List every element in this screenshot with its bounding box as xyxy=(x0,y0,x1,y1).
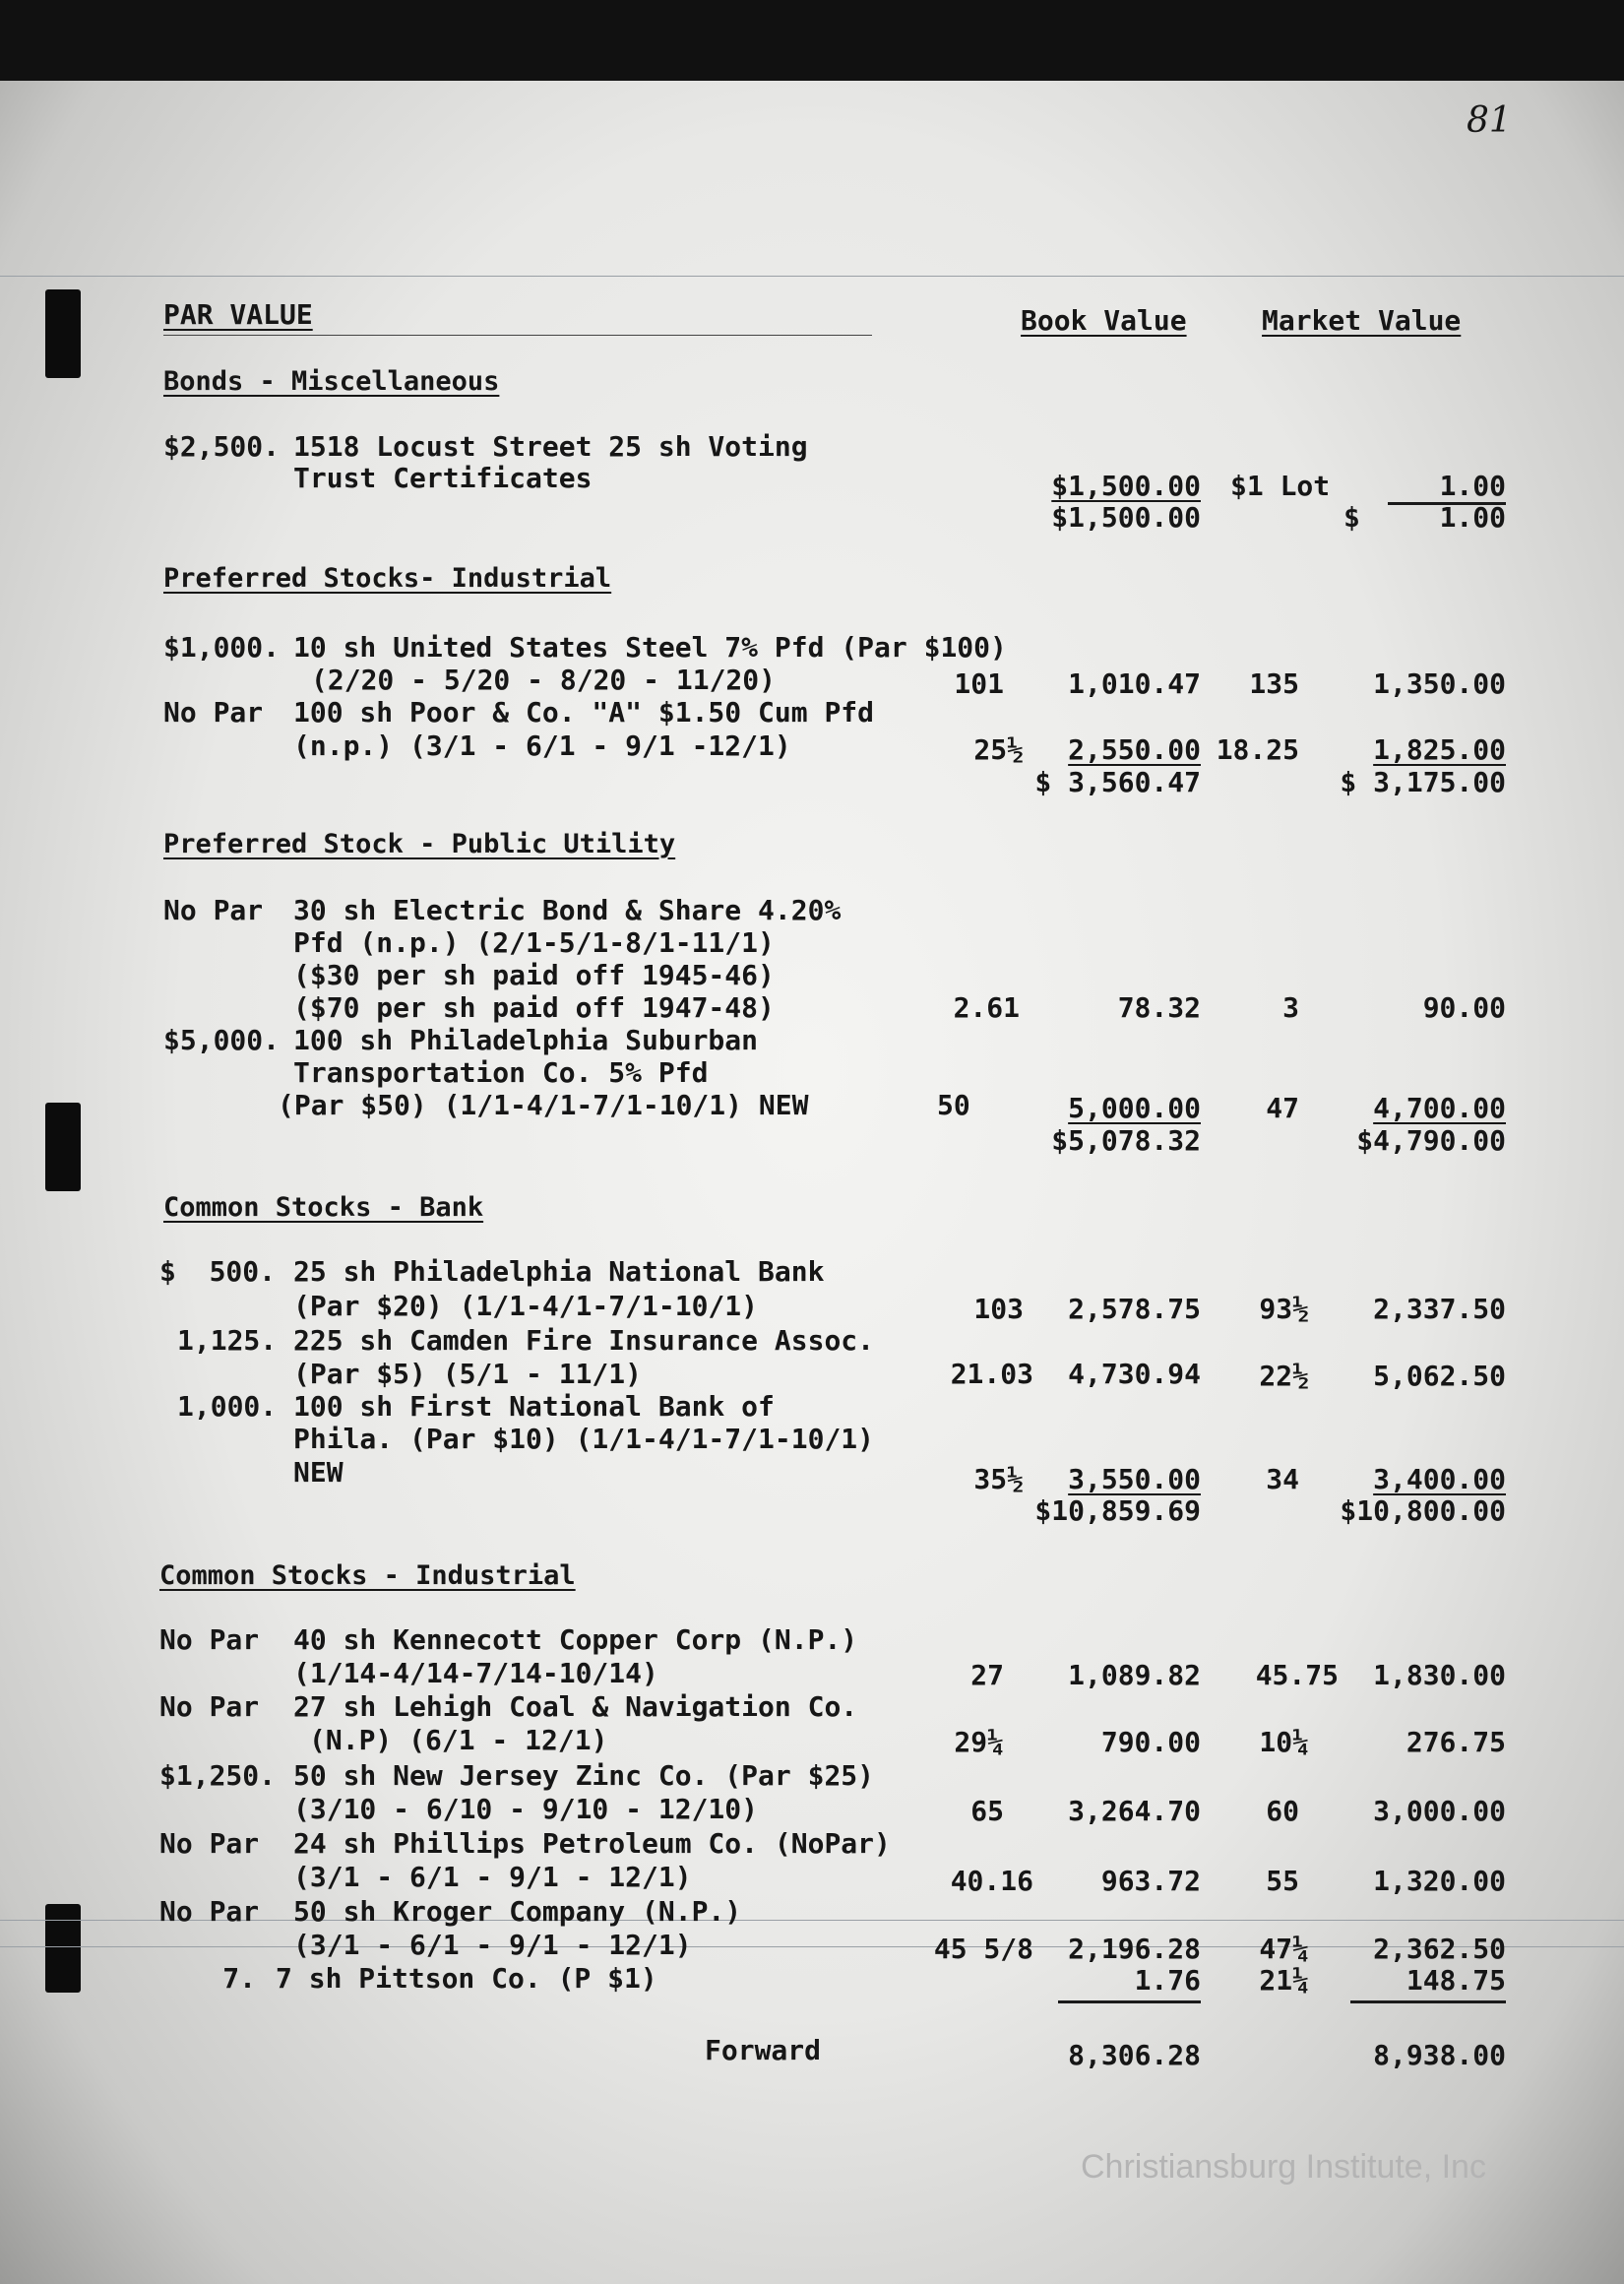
new-marker: NEW xyxy=(293,1456,344,1489)
unit-price: 27 xyxy=(970,1659,1004,1691)
par-value: 7. xyxy=(222,1962,256,1995)
par-value: No Par xyxy=(159,1690,260,1723)
unit-price: 21.03 xyxy=(950,1358,1033,1390)
market-value: 1,830.00 xyxy=(1373,1659,1506,1691)
security-description: 24 sh Phillips Petroleum Co. (NoPar) xyxy=(293,1827,891,1860)
par-value: $1,250. xyxy=(159,1759,277,1792)
watermark: Christiansburg Institute, Inc xyxy=(1081,2148,1486,2186)
security-description: 25 sh Philadelphia National Bank xyxy=(293,1255,825,1288)
market-value: 4,700.00 xyxy=(1373,1092,1506,1124)
dividend-dates: (Par $5) (5/1 - 11/1) xyxy=(293,1358,643,1390)
security-description: 40 sh Kennecott Copper Corp (N.P.) xyxy=(293,1623,858,1656)
book-value-total: $5,078.32 xyxy=(1051,1124,1201,1157)
unit-price: 101 xyxy=(954,667,1004,700)
forward-label: Forward xyxy=(705,2034,822,2066)
market-value: 90.00 xyxy=(1422,991,1506,1024)
dividend-dates: (Par $20) (1/1-4/1-7/1-10/1) xyxy=(293,1290,759,1322)
book-value-header: Book Value xyxy=(1021,304,1187,337)
par-value: 1,000. xyxy=(177,1390,278,1423)
binder-hole xyxy=(45,1904,81,1993)
market-value-total: $4,790.00 xyxy=(1356,1124,1506,1157)
unit-price: 25½ xyxy=(973,733,1024,766)
dividend-dates: (1/14-4/14-7/14-10/14) xyxy=(293,1657,658,1689)
market-price: 47 xyxy=(1266,1092,1299,1124)
forward-market-value: 8,938.00 xyxy=(1373,2039,1506,2071)
security-note: ($30 per sh paid off 1945-46) xyxy=(293,959,775,991)
security-description: 100 sh Poor & Co. "A" $1.50 Cum Pfd xyxy=(293,696,875,729)
unit-price: 35½ xyxy=(973,1463,1024,1495)
security-description: 225 sh Camden Fire Insurance Assoc. xyxy=(293,1324,875,1357)
market-value-header: Market Value xyxy=(1262,304,1462,337)
book-value: 2,578.75 xyxy=(1068,1293,1201,1325)
security-description: 100 sh First National Bank of xyxy=(293,1390,775,1423)
par-value: No Par xyxy=(163,696,264,729)
forward-book-value: 8,306.28 xyxy=(1068,2039,1201,2071)
section-heading: Preferred Stocks- Industrial xyxy=(163,563,612,594)
dividend-dates: (3/1 - 6/1 - 9/1 - 12/1) xyxy=(293,1861,692,1893)
market-price: 93½ xyxy=(1259,1293,1309,1325)
unit-price: 2.61 xyxy=(953,991,1020,1024)
par-value: No Par xyxy=(159,1827,260,1860)
par-value: 1,125. xyxy=(177,1324,278,1357)
market-value: 1,350.00 xyxy=(1373,667,1506,700)
header-rule xyxy=(163,335,872,336)
market-price: 18.25 xyxy=(1216,733,1299,766)
book-value: 3,264.70 xyxy=(1068,1795,1201,1827)
market-price: $1 Lot xyxy=(1230,470,1331,502)
market-value: 2,337.50 xyxy=(1373,1293,1506,1325)
market-price: 45.75 xyxy=(1255,1659,1339,1691)
security-description: Trust Certificates xyxy=(293,462,593,494)
binder-hole xyxy=(45,1103,81,1191)
market-price: 21¼ xyxy=(1259,1964,1309,1997)
section-heading: Common Stocks - Industrial xyxy=(159,1560,576,1591)
book-value: 1,089.82 xyxy=(1068,1659,1201,1691)
dividend-dates: Phila. (Par $10) (1/1-4/1-7/1-10/1) xyxy=(293,1423,875,1455)
book-value: 790.00 xyxy=(1100,1726,1201,1758)
book-value-total: $1,500.00 xyxy=(1051,501,1201,534)
market-value: 3,000.00 xyxy=(1373,1795,1506,1827)
market-value-total: $10,800.00 xyxy=(1340,1494,1506,1527)
dividend-dates: (n.p.) (3/1 - 6/1 - 9/1 -12/1) xyxy=(293,730,791,762)
security-description: 10 sh United States Steel 7% Pfd (Par $100) xyxy=(293,631,1007,664)
dividend-dates: (2/20 - 5/20 - 8/20 - 11/20) xyxy=(311,664,777,696)
subtotal-rule xyxy=(1058,2000,1201,2003)
paper-rule xyxy=(0,276,1624,277)
security-description: 50 sh New Jersey Zinc Co. (Par $25) xyxy=(293,1759,875,1792)
dollar-sign: $ xyxy=(1343,501,1360,534)
par-value: No Par xyxy=(159,1895,260,1928)
par-value: $ 500. xyxy=(159,1255,277,1288)
market-value: 276.75 xyxy=(1405,1726,1506,1758)
subtotal-rule xyxy=(1350,2000,1506,2003)
security-description: Pfd (n.p.) (2/1-5/1-8/1-11/1) xyxy=(293,926,775,959)
market-price: 55 xyxy=(1266,1865,1299,1897)
section-heading: Bonds - Miscellaneous xyxy=(163,366,500,397)
market-value: 1,825.00 xyxy=(1373,733,1506,766)
par-value: $2,500. xyxy=(163,430,281,463)
book-value: 2,550.00 xyxy=(1068,733,1201,766)
page-number: 81 xyxy=(1467,100,1512,141)
ledger-page xyxy=(0,81,1624,2284)
market-value-total: 1.00 xyxy=(1439,501,1506,534)
market-price: 135 xyxy=(1249,667,1299,700)
market-value: 3,400.00 xyxy=(1373,1463,1506,1495)
security-description: 1518 Locust Street 25 sh Voting xyxy=(293,430,808,463)
book-value: 4,730.94 xyxy=(1068,1358,1201,1390)
security-description: Transportation Co. 5% Pfd xyxy=(293,1056,709,1089)
dividend-dates: (Par $50) (1/1-4/1-7/1-10/1) NEW xyxy=(278,1089,809,1121)
section-heading: Preferred Stock - Public Utility xyxy=(163,829,676,859)
unit-price: 103 xyxy=(973,1293,1024,1325)
book-value: $1,500.00 xyxy=(1051,470,1201,502)
book-value: 963.72 xyxy=(1100,1865,1201,1897)
market-price: 22½ xyxy=(1259,1360,1309,1392)
unit-price: 45 5/8 xyxy=(933,1933,1033,1965)
binder-hole xyxy=(45,289,81,378)
security-description: 7 sh Pittson Co. (P $1) xyxy=(276,1962,657,1995)
book-value: 1.76 xyxy=(1134,1964,1201,1997)
dividend-dates: (N.P) (6/1 - 12/1) xyxy=(309,1724,608,1756)
book-value: 1,010.47 xyxy=(1068,667,1201,700)
book-value-total: $10,859.69 xyxy=(1034,1494,1201,1527)
dividend-dates: (3/1 - 6/1 - 9/1 - 12/1) xyxy=(293,1929,692,1961)
market-value: 1.00 xyxy=(1439,470,1506,502)
par-value: No Par xyxy=(159,1623,260,1656)
security-description: 50 sh Kroger Company (N.P.) xyxy=(293,1895,742,1928)
market-price: 47¼ xyxy=(1259,1933,1309,1965)
market-value: 148.75 xyxy=(1405,1964,1506,1997)
market-value: 1,320.00 xyxy=(1373,1865,1506,1897)
book-value: 2,196.28 xyxy=(1068,1933,1201,1965)
par-value: $5,000. xyxy=(163,1024,281,1056)
market-value: 5,062.50 xyxy=(1373,1360,1506,1392)
dividend-dates: (3/10 - 6/10 - 9/10 - 12/10) xyxy=(293,1793,759,1825)
unit-price: 29¼ xyxy=(954,1726,1004,1758)
par-value-header: PAR VALUE xyxy=(163,298,313,331)
unit-price: 50 xyxy=(937,1089,970,1121)
book-value: 5,000.00 xyxy=(1068,1092,1201,1124)
market-price: 10¼ xyxy=(1259,1726,1309,1758)
security-description: 30 sh Electric Bond & Share 4.20% xyxy=(293,894,842,926)
book-value: 78.32 xyxy=(1117,991,1201,1024)
market-value-total: $ 3,175.00 xyxy=(1340,766,1506,798)
unit-price: 40.16 xyxy=(950,1865,1033,1897)
section-heading: Common Stocks - Bank xyxy=(163,1192,484,1223)
book-value: 3,550.00 xyxy=(1068,1463,1201,1495)
market-price: 34 xyxy=(1266,1463,1299,1495)
security-note: ($70 per sh paid off 1947-48) xyxy=(293,991,775,1024)
unit-price: 65 xyxy=(970,1795,1004,1827)
security-description: 100 sh Philadelphia Suburban xyxy=(293,1024,759,1056)
market-price: 60 xyxy=(1266,1795,1299,1827)
market-value: 2,362.50 xyxy=(1373,1933,1506,1965)
book-value-total: $ 3,560.47 xyxy=(1034,766,1201,798)
market-price: 3 xyxy=(1282,991,1299,1024)
par-value: No Par xyxy=(163,894,264,926)
security-description: 27 sh Lehigh Coal & Navigation Co. xyxy=(293,1690,858,1723)
par-value: $1,000. xyxy=(163,631,281,664)
